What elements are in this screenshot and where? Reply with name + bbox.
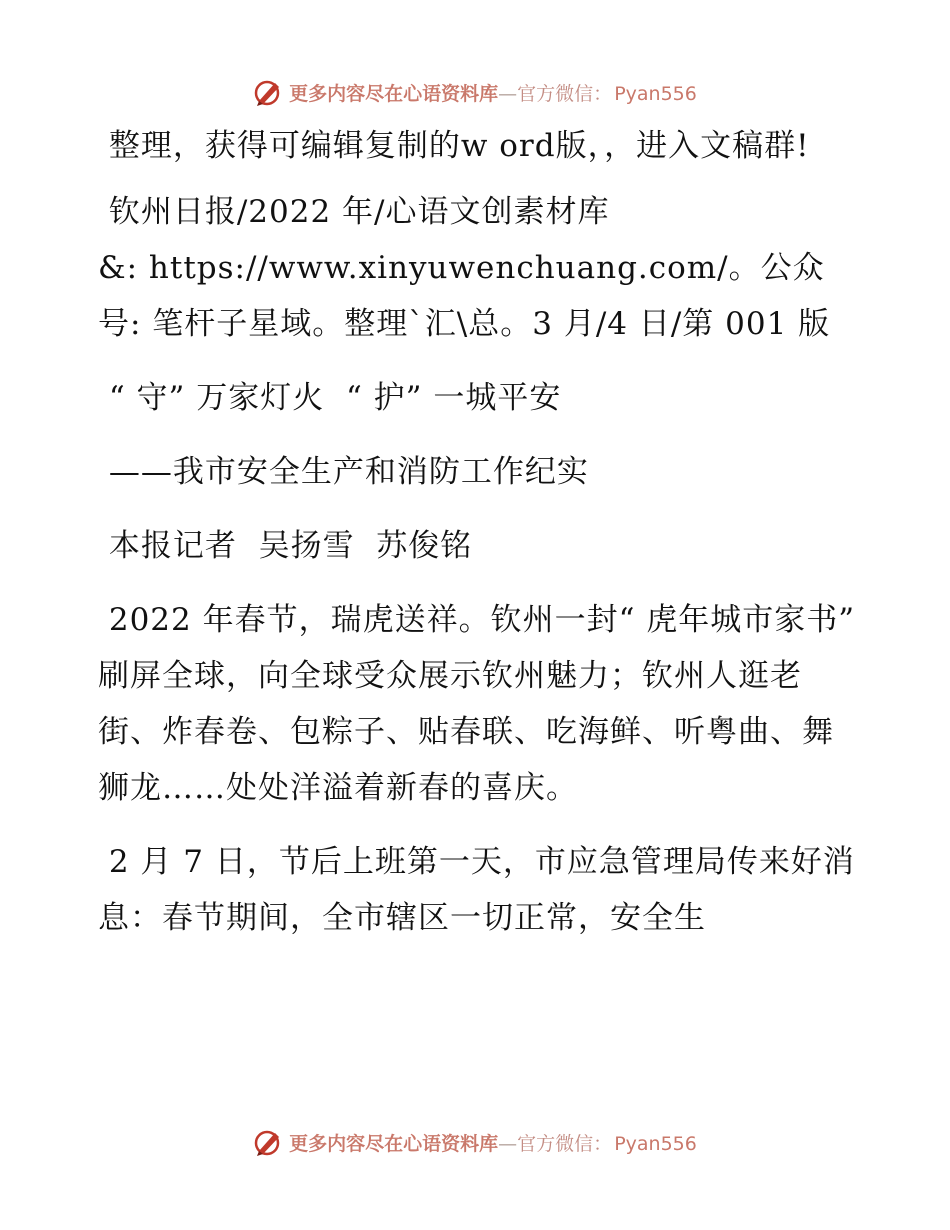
watermark-dash: — [498, 82, 518, 105]
pen-logo-icon [253, 1127, 283, 1157]
pen-logo-icon [253, 77, 283, 107]
watermark-wechat-id: Pyan556 [614, 82, 697, 105]
document-body [98, 118, 867, 964]
watermark [253, 77, 697, 107]
watermark-sub-text: 官方微信： [517, 1132, 613, 1155]
article-subtitle: ——我市安全生产和消防工作纪实 [98, 454, 589, 490]
article-paragraph: 2 月 7 日，节后上班第一天，市应急管理局传来好消息：春节期间，全市辖区一切正常，安全生 [98, 844, 855, 936]
watermark-sub-text: 官方微信： [517, 82, 613, 105]
page-footer-watermark [0, 1122, 950, 1162]
watermark-main-text: 更多内容尽在心语资料库 [289, 1132, 499, 1155]
watermark [253, 1127, 697, 1157]
paragraph-intro: 整理，获得可编辑复制的w ord版，，进入文稿群! [98, 128, 810, 164]
paragraph-source: 钦州日报/2022 年/心语文创素材库 [98, 194, 610, 230]
watermark-main-text: 更多内容尽在心语资料库 [289, 82, 499, 105]
article-byline: 本报记者 吴扬雪 苏俊铭 [98, 528, 473, 564]
watermark-wechat-id: Pyan556 [614, 1132, 697, 1155]
article-title: “ 守” 万家灯火 “ 护” 一城平安 [98, 380, 562, 416]
page-header-watermark [0, 72, 950, 112]
watermark-dash: — [498, 1132, 518, 1155]
paragraph-publication-info: &: https://www.xinyuwenchuang.com/。公众号: 笔杆子星域。整理`汇\总。3 月/4 日/第 001 版 [98, 250, 831, 342]
article-paragraph: 2022 年春节，瑞虎送祥。钦州一封“ 虎年城市家书” 刷屏全球，向全球受众展示钦州魅力；钦州人逛老街、炸春卷、包粽子、贴春联、吃海鲜、听粤曲、舞狮龙……处处洋溢着新春的喜庆。 [98, 602, 867, 806]
